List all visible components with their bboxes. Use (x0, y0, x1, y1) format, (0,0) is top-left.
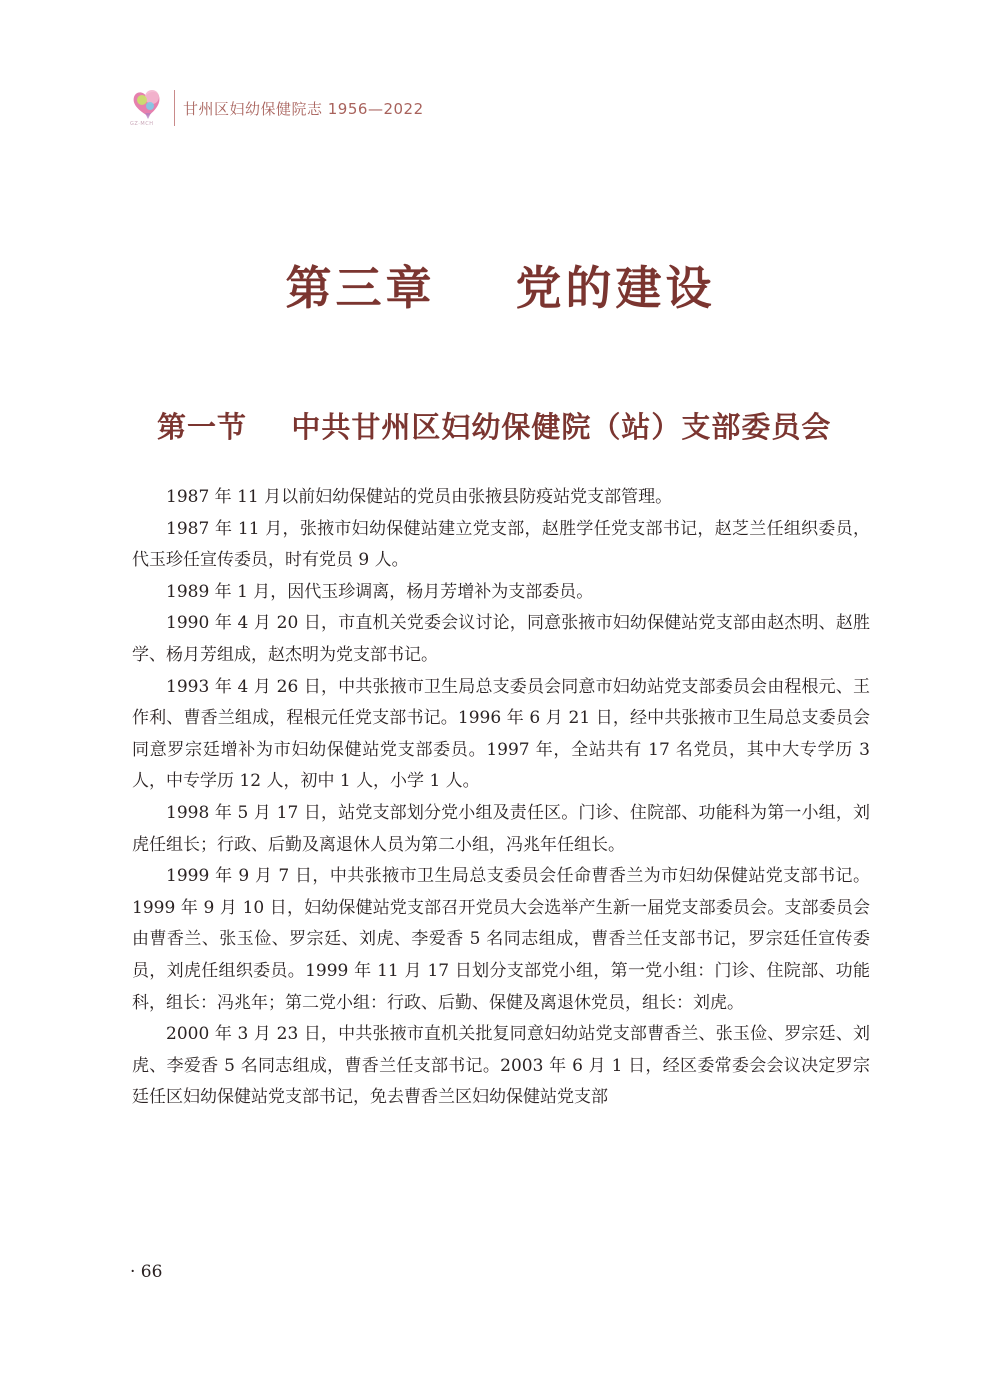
paragraph: 1987 年 11 月，张掖市妇幼保健站建立党支部，赵胜学任党支部书记，赵芝兰任组织委员，代玉珍任宣传委员，时有党员 9 人。 (132, 518, 870, 571)
paragraph: 1998 年 5 月 17 日，站党支部划分党小组及责任区。门诊、住院部、功能科为第一小组，刘虎任组长；行政、后勤及离退休人员为第二小组，冯兆年任组长。 (132, 802, 870, 855)
paragraph: 1987 年 11 月以前妇幼保健站的党员由张掖县防疫站党支部管理。 (166, 487, 673, 507)
page-number: · 66 (130, 1262, 163, 1282)
paragraph: 2000 年 3 月 23 日，中共张掖市直机关批复同意妇幼站党支部曹香兰、张玉俭、罗宗廷、刘虎、李爱香 5 名同志组成，曹香兰任支部书记。2003 年 6 月 1 日，经区委常委会会议决定罗宗廷任区妇幼保健站党支部书记，免去曹香兰区妇幼保健站党支部 (132, 1024, 870, 1108)
section-title: 第一节 中共甘州区妇幼保健院（站）支部委员会 (157, 410, 832, 444)
body-text (132, 482, 870, 1114)
logo-caption: GZ·MCH (130, 121, 154, 127)
header-divider (174, 90, 175, 126)
chapter-title: 第三章 党的建设 (285, 261, 716, 315)
paragraph: 1999 年 9 月 7 日，中共张掖市卫生局总支委员会任命曹香兰为市妇幼保健站党支部书记。1999 年 9 月 10 日，妇幼保健站党支部召开党员大会选举产生新一届党支部委员会。支部委员会由曹香兰、张玉俭、罗宗廷、刘虎、李爱香 5 名同志组成，曹香兰任支部书记，罗宗廷任宣传委员，刘虎任组织委员。1999 年 11 月 17 日划分支部党小组，第一党小组：门诊、住院部、功能科，组长：冯兆年；第二党小组：行政、后勤、保健及离退休党员，组长：刘虎。 (132, 866, 870, 1013)
book-title: 甘州区妇幼保健院志 1956—2022 (183, 99, 424, 118)
paragraph: 1993 年 4 月 26 日，中共张掖市卫生局总支委员会同意市妇幼站党支部委员会由程根元、王作利、曹香兰组成，程根元任党支部书记。1996 年 6 月 21 日，经中共张掖市卫生局总支委员会同意罗宗廷增补为市妇幼保健站党支部委员。1997 年，全站共有 17 名党员，其中大专学历 3 人，中专学历 12 人，初中 1 人，小学 1 人。 (132, 676, 870, 792)
paragraph: 1990 年 4 月 20 日，市直机关党委会议讨论，同意张掖市妇幼保健站党支部由赵杰明、赵胜学、杨月芳组成，赵杰明为党支部书记。 (132, 613, 870, 665)
running-header (128, 86, 424, 130)
paragraph: 1989 年 1 月，因代玉珍调离，杨月芳增补为支部委员。 (166, 581, 594, 602)
hospital-logo-icon (128, 86, 168, 130)
